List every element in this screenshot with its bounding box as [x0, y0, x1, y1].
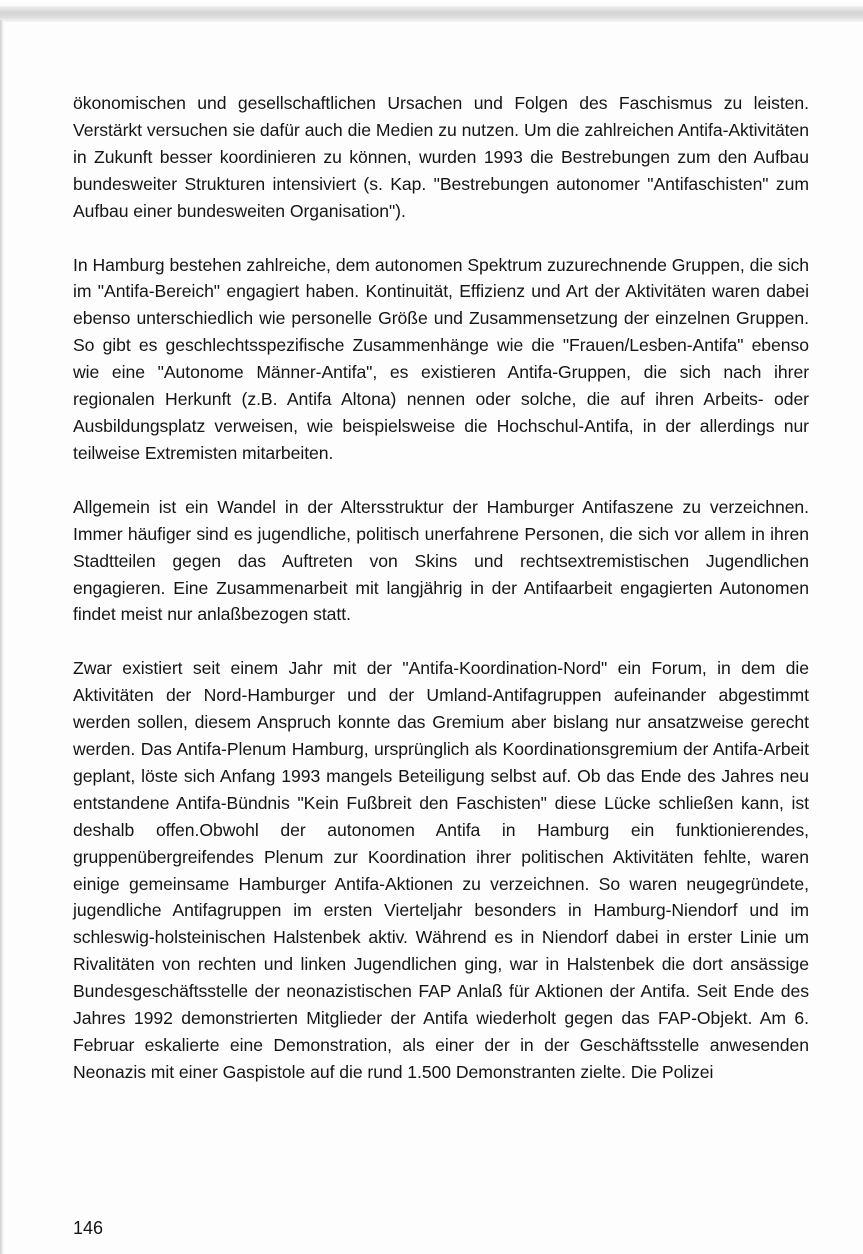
paragraph-3: Allgemein ist ein Wandel in der Altersstruktur der Hamburger Antifaszene zu verzeichnen. Immer häufiger sind es jugendliche, politisch unerfahrene Personen, die sich vor allem in ihren Stadtteilen gegen das Auftreten von Skins und rechtsextremistischen Jugendlichen engagieren. Eine Zusammenarbeit mit langjährig in der Antifaarbeit engagierten Autonomen findet meist nur anlaßbezogen statt. — [73, 496, 809, 625]
scan-edge-left — [0, 20, 4, 1254]
paragraph-1: ökonomischen und gesellschaftlichen Ursachen und Folgen des Faschismus zu leisten. Verstärkt versuchen sie dafür auch die Medien zu nutzen. Um die zahlreichen Antifa-Aktivitäten in Zukunft besser koordinieren zu können, wurden 1993 die Bestrebungen zum den Aufbau bundesweiter Strukturen intensiviert (s. Kap. "Bestrebungen autonomer "Antifaschisten" zum Aufbau einer bundesweiten Organisation"). — [73, 93, 809, 221]
scan-edge-top — [0, 6, 863, 22]
page-number: 146 — [73, 1218, 104, 1238]
body-text — [73, 90, 809, 1086]
paragraph-4: Zwar existiert seit einem Jahr mit der "Antifa-Koordination-Nord" ein Forum, in dem die Aktivitäten der Nord-Hamburger und der Umland-Antifagruppen aufeinander abgestimmt werden sollen, diesem Anspruch konnte das Gremium aber bislang nur ansatzweise gerecht werden. Das Antifa-Plenum Hamburg, ursprünglich als Koordinationsgremium der Antifa-Arbeit geplant, löste sich Anfang 1993 mangels Beteiligung selbst auf. Ob das Ende des Jahres neu entstandene Antifa-Bündnis "Kein Fußbreit den Faschisten" diese Lücke schließen kann, ist deshalb offen.Obwohl der autonomen Antifa in Hamburg ein funktionierendes, gruppenübergreifendes Plenum zur Koordination ihrer politischen Aktivitäten fehlte, waren einige gemeinsame Hamburger Antifa-Aktionen zu verzeichnen. So waren neugegründete, jugendliche Antifagruppen im ersten Vierteljahr besonders in Hamburg-Niendorf und im schleswig-holsteinischen Halstenbek aktiv. Während es in Niendorf dabei in erster Linie um Rivalitäten von rechten und linken Jugendlichen ging, war in Halstenbek die dort ansässige Bundesgeschäftsstelle der neonazistischen FAP Anlaß für Aktionen der Antifa. Seit Ende des Jahres 1992 demonstrierten Mitglieder der Antifa wiederholt gegen das FAP-Objekt. Am 6. Februar eskalierte eine Demonstration, als einer der in der Geschäftsstelle anwesenden Neonazis mit einer Gaspistole auf die rund 1.500 Demonstranten zielte. Die Polizei — [73, 658, 809, 1082]
paragraph-2: In Hamburg bestehen zahlreiche, dem autonomen Spektrum zuzurechnende Gruppen, die sich im "Antifa-Bereich" engagiert haben. Kontinuität, Effizienz und Art der Aktivitäten waren dabei ebenso unterschiedlich wie personelle Größe und Zusammensetzung der einzelnen Gruppen. So gibt es geschlechtsspezifische Zusammenhänge wie die "Frauen/Lesben-Antifa" ebenso wie eine "Autonome Männer-Antifa", es existieren Antifa-Gruppen, die sich nach ihrer regionalen Herkunft (z.B. Antifa Altona) nennen oder solche, die auf ihren Arbeits- oder Ausbildungsplatz verweisen, wie beispielsweise die Hochschul-Antifa, in der allerdings nur teilweise Extremisten mitarbeiten. — [73, 254, 809, 463]
